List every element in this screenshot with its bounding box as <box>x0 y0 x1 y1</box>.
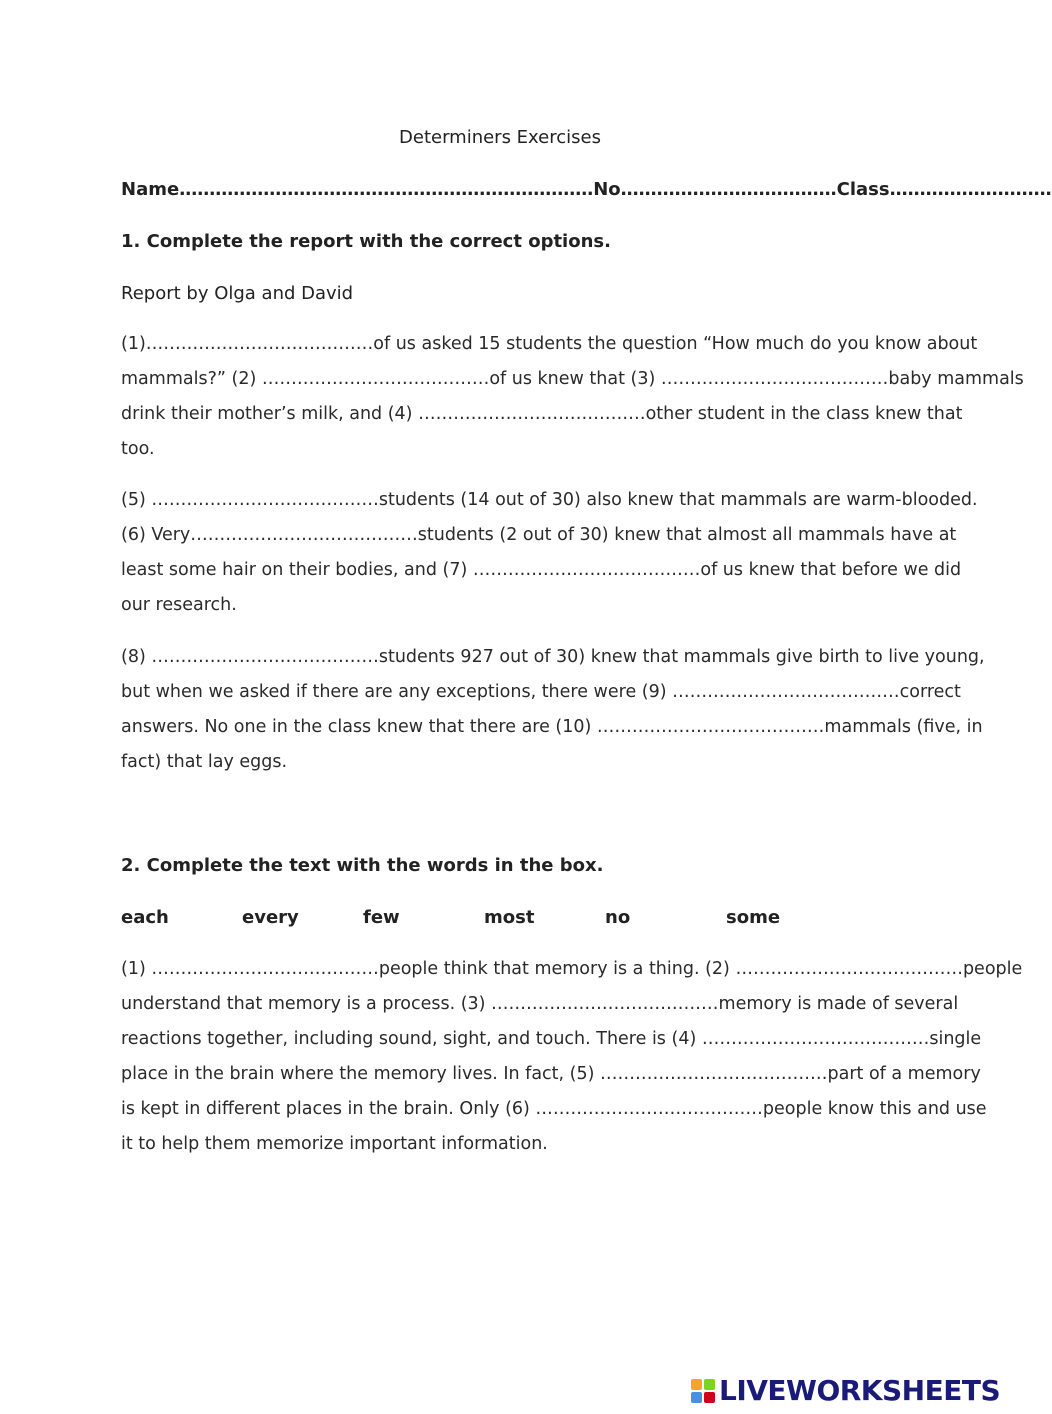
class-field[interactable]: ……………………… <box>889 179 1052 200</box>
exercise1-paragraph-3 <box>121 640 985 780</box>
text-line: too. <box>121 439 155 459</box>
text-line: it to help them memorize important information. <box>121 1134 548 1154</box>
name-label: Name <box>121 179 180 200</box>
text-line: mammals?” (2) …………………………………of us knew that (3) …………………………………baby mammals <box>121 369 1024 389</box>
page-title: Determiners Exercises <box>399 127 601 148</box>
word-box-item: some <box>726 907 781 928</box>
exercise1-paragraph-1 <box>121 327 1024 467</box>
liveworksheets-logo-text: LIVEWORKSHEETS <box>719 1374 1001 1407</box>
liveworksheets-logo-icon <box>690 1378 716 1404</box>
text-line: answers. No one in the class knew that there are (10) …………………………………mammals (five, in <box>121 717 983 737</box>
text-line: (1) …………………………………people think that memory is a thing. (2) …………………………………people <box>121 959 1023 979</box>
exercise2-paragraph <box>121 952 1023 1162</box>
word-box-item: each <box>121 907 169 928</box>
text-line: (8) …………………………………students 927 out of 30) knew that mammals give birth to live young, <box>121 647 985 667</box>
word-box-item: most <box>484 907 535 928</box>
exercise1-subheading: Report by Olga and David <box>121 283 354 304</box>
text-line: least some hair on their bodies, and (7) …………………………………of us knew that before we did <box>121 560 962 580</box>
text-line: is kept in different places in the brain. Only (6) …………………………………people know this and use <box>121 1099 987 1119</box>
liveworksheets-logo <box>690 1376 1000 1406</box>
no-field[interactable]: ……………………………… <box>620 179 837 200</box>
exercise1-heading: 1. Complete the report with the correct options. <box>121 231 611 252</box>
word-box-item: no <box>605 907 631 928</box>
no-label: No <box>593 179 621 200</box>
text-line: fact) that lay eggs. <box>121 752 288 772</box>
class-label: Class <box>836 179 890 200</box>
word-box-item: every <box>242 907 299 928</box>
text-line: our research. <box>121 595 237 615</box>
word-box-item: few <box>363 907 400 928</box>
name-field[interactable]: …………………………………………………………… <box>179 179 594 200</box>
student-info-line <box>121 178 1052 202</box>
text-line: place in the brain where the memory lives. In fact, (5) …………………………………part of a memory <box>121 1064 981 1084</box>
text-line: but when we asked if there are any exceptions, there were (9) …………………………………correct <box>121 682 961 702</box>
text-line: (1)…………………………………of us asked 15 students the question “How much do you know about <box>121 334 978 354</box>
text-line: understand that memory is a process. (3) …………………………………memory is made of several <box>121 994 959 1014</box>
exercise1-paragraph-2 <box>121 483 978 623</box>
text-line: (5) …………………………………students (14 out of 30) also knew that mammals are warm-blooded. <box>121 490 978 510</box>
exercise2-heading: 2. Complete the text with the words in the box. <box>121 855 604 876</box>
text-line: (6) Very…………………………………students (2 out of 30) knew that almost all mammals have at <box>121 525 957 545</box>
text-line: reactions together, including sound, sight, and touch. There is (4) …………………………………single <box>121 1029 982 1049</box>
text-line: drink their mother’s milk, and (4) …………………………………other student in the class knew that <box>121 404 963 424</box>
